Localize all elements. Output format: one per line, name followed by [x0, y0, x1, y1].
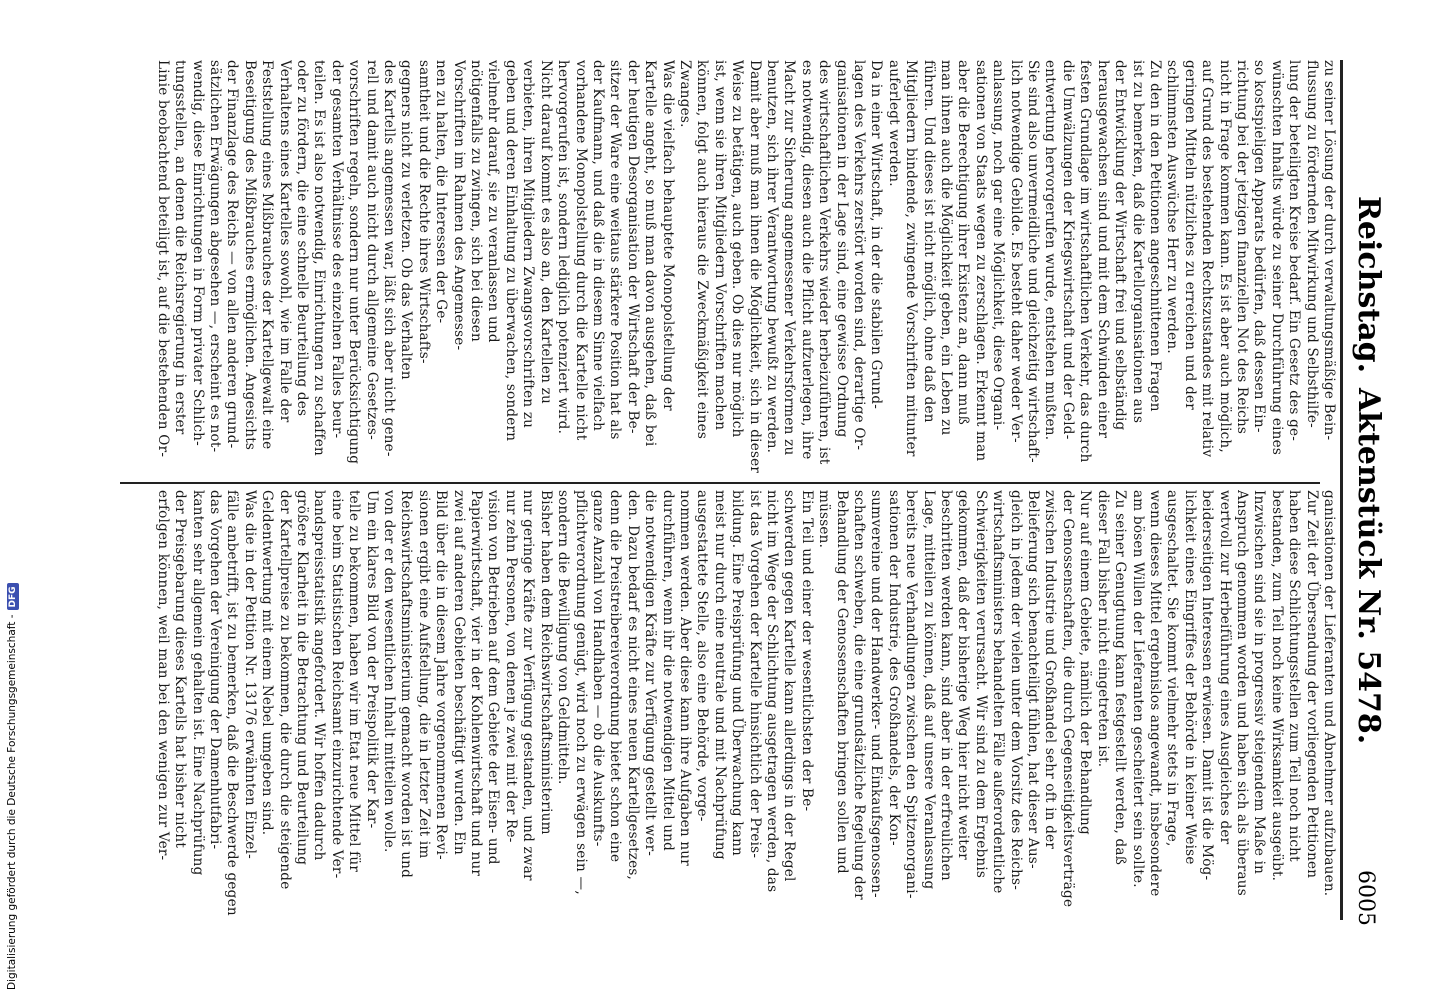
- text-line: Lage, mitteilen zu können, daß auf unsere Veranlassung: [920, 490, 937, 890]
- text-line: vorhandene Monopolstellung durch die Kartelle nicht: [572, 60, 589, 441]
- digitization-credit: [6, 583, 19, 990]
- text-line: vielmehr darauf, sie zu veranlassen und: [485, 60, 502, 343]
- text-line: geringen Mitteln nützliches zu erreichen und der: [1181, 60, 1198, 410]
- text-line: der Kartellpreise zu bekommen, die durch die steigende: [276, 490, 293, 890]
- text-line: der Entwicklung der Wirtschaft frei und selbständig: [1112, 60, 1129, 431]
- text-line: nur zehn Personen, von denen je zwei mit der Re-: [502, 490, 519, 843]
- text-line: Zur Zeit der Übersendung der vorliegenden Petitionen: [1303, 490, 1320, 879]
- dfg-logo: DFG: [7, 583, 19, 610]
- text-line: Nur auf einem Gebiete, nämlich der Behandlung: [1077, 490, 1094, 835]
- text-line: gleich in jedem der vielen unter dem Vorsitz des Reichs-: [1007, 490, 1024, 891]
- text-line: größere Klarheit in die Betrachtung und Beurteilung: [294, 490, 311, 866]
- text-line: Verhaltens eines Kartelles sowohl, wie im Falle der: [276, 60, 293, 423]
- text-line: Behandlung der Genossenschaften bringen sollen und: [833, 490, 850, 874]
- text-line: sionen ergibt eine Aufstellung, die in letzter Zeit im: [415, 490, 432, 859]
- text-line: ist das Vorgehen der Kartelle hinsichtlich der Preis-: [746, 490, 763, 859]
- text-line: Um ein klares Bild von der Preispolitik der Kar-: [363, 490, 380, 829]
- text-line: nötigenfalls zu zwingen, sich bei diesen: [468, 60, 485, 342]
- credit-text: Digitalisierung gefördert durch die Deutsche Forschungsgemeinschaft -: [6, 614, 18, 990]
- text-line: ist, wenn sie ihren Mitgliedern Vorschriften machen: [711, 60, 728, 431]
- text-line: Papierwirtschaft, vier in der Kohlenwirtschaft und nur: [468, 490, 485, 877]
- text-line: gekommen, daß der bisherige Weg hier nicht weiter: [955, 490, 972, 860]
- text-line: Geldentwertung mit einem Nebel umgeben sind.: [259, 490, 276, 836]
- text-line: Beseitigung des Mißbrauches ermöglichen. Angesichts: [241, 60, 258, 451]
- text-line: ausgestattete Stelle, also eine Behörde, vorge-: [694, 490, 711, 822]
- text-line: fälle anbetrifft, ist zu bemerken, daß die Beschwerde gegen: [224, 490, 241, 916]
- text-line: sätzlichen Erwägungen abgesehen —, erscheint es not-: [207, 60, 223, 453]
- text-line: ganisationen in der Lage sind, eine gewisse Ordnung: [833, 60, 850, 438]
- text-line: teilen. Es ist also notwendig, Einrichtungen zu schaffen: [311, 60, 328, 456]
- text-line: bestanden, zum Teil noch keine Wirksamkeit ausgeübt.: [1268, 490, 1285, 882]
- text-line: Anspruch genommen worden und haben sich als überaus: [1233, 490, 1250, 896]
- text-line: schlimmsten Auswüchse Herr zu werden.: [1164, 60, 1181, 354]
- text-line: Bisher haben dem Reichswirtschaftsministerium: [537, 490, 554, 835]
- text-line: sationen von Staats wegen zu zerschlagen. Erkennt man: [972, 60, 989, 462]
- text-line: sondern die Bewilligung von Geldmitteln.: [555, 490, 572, 785]
- text-line: hervorgerufen ist, sondern lediglich potenziert wird.: [555, 60, 572, 435]
- text-line: lich notwendige Gebilde. Es besteht daher weder Ver-: [1007, 60, 1024, 443]
- header-rule: [1340, 60, 1343, 920]
- text-line: rell und damit auch nicht durch allgemeine Gesetzes-: [363, 60, 380, 440]
- text-line: flussung zu fördernden Mitwirkung und Selbsthilfe-: [1303, 60, 1320, 428]
- text-line: Zu den in den Petitionen angeschnittenen Fragen: [1146, 60, 1163, 412]
- text-line: kanten sehr allgemein gehalten ist. Eine Nachprüfung: [189, 490, 206, 876]
- text-line: können, folgt auch hieraus die Zweckmäßigkeit eines: [694, 60, 711, 440]
- column-divider: [120, 482, 1320, 484]
- text-line: von der er den wesentlichen Inhalt mitteilen wolle.: [381, 490, 398, 853]
- text-line: zwischen Industrie und Großhandel sehr oft in der: [1042, 490, 1059, 850]
- text-column-right: [112, 490, 1337, 930]
- text-line: nur geringe Kräfte zur Verfügung gestanden, und zwar: [520, 490, 537, 881]
- text-line: haben diese Schlichtungsstellen zum Teil noch nicht: [1286, 490, 1303, 862]
- text-line: Zwanges.: [676, 60, 693, 128]
- text-line: bildung. Eine Preisprüfung und Überwachung kann: [729, 490, 746, 857]
- text-line: führen. Und dieses ist nicht möglich, ohne daß den: [920, 60, 937, 423]
- text-line: sumvereine und der Handwerker- und Einkaufsgenossen-: [868, 490, 885, 898]
- text-line: Zu seiner Genugtuung kann festgestellt werden, daß: [1112, 490, 1129, 865]
- text-line: richtung bei der jetzigen finanziellen Not des Reichs: [1233, 60, 1250, 435]
- text-line: nen zu halten, die Interessen der Ge-: [433, 60, 450, 324]
- text-line: des wirtschaftlichen Verkehrs wieder herbeizuführen, ist: [816, 60, 833, 465]
- text-line: zu seiner Lösung der durch verwaltungsmäßige Bein-: [1321, 60, 1337, 441]
- text-line: schwerden gegen Kartelle kann allerdings in der Regel: [781, 490, 798, 882]
- text-line: ganisationen der Lieferanten und Abnehmer aufzubauen.: [1321, 490, 1337, 897]
- text-line: vision von Betrieben auf dem Gebiete der Eisen- und: [485, 490, 502, 865]
- text-line: am bösen Willen der Lieferanten gescheitert sein sollte.: [1129, 490, 1146, 888]
- text-line: auf Grund des bestehenden Rechtszustandes mit relativ: [1199, 60, 1216, 458]
- text-line: müssen.: [816, 490, 833, 549]
- text-line: des Kartells angemessen war, läßt sich aber nicht gene-: [381, 60, 398, 457]
- text-line: nicht im Wege der Schlichtung ausgetragen werden, das: [764, 490, 780, 893]
- text-line: Bild über die in diesem Jahre vorgenommenen Revi-: [433, 490, 450, 860]
- text-line: bereits neue Verhandlungen zwischen den Spitzenorgani-: [903, 490, 920, 899]
- text-line: durchführen, wenn ihr die notwendigen Mittel und: [659, 490, 676, 852]
- text-line: beiderseitigen Interessen erwiesen. Damit ist die Mög-: [1199, 490, 1216, 881]
- text-column-left: [112, 60, 1337, 480]
- text-line: vorschriften regeln, sondern nur unter Berücksichtigung: [346, 60, 363, 465]
- text-line: der Finanzlage des Reichs — von allen anderen grund-: [224, 60, 241, 449]
- text-line: der heutigen Desorganisation der Wirtschaft der Be-: [624, 60, 641, 434]
- text-line: Vorschriften im Rahmen des Angemesse-: [450, 60, 467, 351]
- text-line: oder zu fördern, die eine schnelle Beurteilung des: [294, 60, 311, 417]
- text-line: auferlegt werden.: [885, 60, 902, 187]
- text-line: tungsstellen, an denen die Reichsregierung in erster: [172, 60, 189, 435]
- text-line: anlassung, noch gar eine Möglichkeit, diese Organi-: [990, 60, 1007, 431]
- text-line: gegners nicht zu verletzen. Ob das Verhalten: [398, 60, 415, 380]
- text-line: so kostspieligen Apparats bedürfen, daß dessen Ein-: [1251, 60, 1268, 433]
- text-line: Ein Teil und einer der wesentlichsten der Be-: [798, 490, 815, 812]
- text-line: Was die vielfach behauptete Monopolstellung der: [659, 60, 676, 411]
- text-line: telle zu bekommen, haben wir im Etat neue Mittel für: [346, 490, 363, 873]
- text-line: es notwendig, diesen auch die Pflicht aufzuerlegen, ihre: [798, 60, 815, 460]
- text-line: wirtschaftsministers behandelten Fälle außerordentliche: [990, 490, 1007, 894]
- text-line: festen Grundlage im wirtschaftlichen Verkehr, das durch: [1077, 60, 1094, 463]
- text-line: Inzwischen sind sie in progressiv steigendem Maße in: [1251, 490, 1268, 875]
- text-line: samtheit und die Rechte ihres Wirtschafts-: [415, 60, 432, 364]
- header-subtitle: Aktenstück Nr. 5478.: [1351, 388, 1386, 745]
- text-line: lichkeit eines Eingriffes der Behörde in keiner Weise: [1181, 490, 1198, 865]
- text-line: Kartelle angeht, so muß man davon ausgehen, daß bei: [642, 60, 659, 447]
- text-line: geben und deren Einhaltung zu überwachen, sondern: [502, 60, 519, 442]
- text-line: eine beim Statistischen Reichsamt einzurichtende Ver-: [328, 490, 345, 879]
- text-line: das Vorgehen der Vereinigung der Damenhutfabri-: [207, 490, 223, 850]
- text-line: der gesamten Verhältnisse des einzelnen Falles beur-: [328, 60, 345, 439]
- text-line: sationen der Industrie, des Großhandels, der Kon-: [885, 490, 902, 846]
- text-line: Weise zu betätigen, auch geben. Ob dies nur möglich: [729, 60, 746, 438]
- text-line: die notwendigen Kräfte zur Verfügung gestellt wer-: [642, 490, 659, 857]
- text-line: pflichtverordnung genügt, wird noch zu erwägen sein —,: [572, 490, 589, 895]
- text-line: Macht zur Sicherung angemessener Verkehrsformen zu: [781, 60, 798, 456]
- header-title: Reichstag.: [1351, 196, 1386, 374]
- text-line: wertvoll zur Herbeiführung eines Ausgleiches der: [1216, 490, 1233, 845]
- text-line: denn die Preistreibereiverordnung bietet schon eine: [607, 490, 624, 863]
- text-line: der Genossenschaften, die durch Gegenseitigkeitsverträge: [1059, 490, 1076, 908]
- text-line: wendig, diese Einrichtungen in Form privater Schlich-: [189, 60, 206, 446]
- text-line: ist zu bemerken, daß die Kartellorganisationen aus: [1129, 60, 1146, 424]
- text-line: dieser Fall bisher nicht eingetreten ist.: [1094, 490, 1111, 768]
- text-line: Da in einer Wirtschaft, in der die stabilen Grund-: [868, 60, 885, 410]
- text-line: zwei auf anderen Gebieten beschäftigt wurden. Ein: [450, 490, 467, 855]
- text-line: Damit aber muß man ihnen die Möglichkeit, sich in dieser: [746, 60, 763, 474]
- text-line: schaften schweben, die eine grundsätzliche Regelung der: [851, 490, 868, 900]
- text-line: ausgeschaltet. Sie kommt vielmehr stets in Frage,: [1164, 490, 1181, 847]
- text-line: Reichswirtschaftsministerium gemacht worden ist und: [398, 490, 415, 879]
- text-line: lagen des Verkehrs zerstört worden sind, derartige Or-: [851, 60, 868, 451]
- text-line: entwertung hervorgerufen wurde, entstehen mußten.: [1042, 60, 1059, 441]
- text-line: Belieferung sich benachteiligt fühlen, hat dieser Aus-: [1025, 490, 1042, 869]
- text-line: Was die in der Petition Nr. 13176 erwähnten Einzel-: [241, 490, 258, 859]
- text-line: ganze Anzahl von Handhaben — ob die Auskunfts-: [589, 490, 606, 847]
- text-line: verbieten, ihren Mitgliedern Zwangsvorschriften zu: [520, 60, 537, 429]
- text-line: beschritten werden kann, sind aber in der erfreulichen: [938, 490, 955, 881]
- text-line: nommen werden. Aber diese kann ihre Aufgaben nur: [676, 490, 693, 866]
- text-line: Sie sind also unvermeidliche und gleichzeitig wirtschaft-: [1025, 60, 1042, 463]
- text-line: man ihnen auch die Möglichkeit geben, ein Leben zu: [938, 60, 955, 436]
- text-line: bandspreisstatistik angefordert. Wir hoffen dadurch: [311, 490, 328, 861]
- text-line: Schwierigkeiten verursacht. Wir sind zu dem Ergebnis: [972, 490, 989, 879]
- text-line: nicht in Frage kommen kann. Es ist aber auch möglich,: [1216, 60, 1233, 453]
- text-line: wünschten Inhalts würde zu seiner Durchführung eines: [1268, 60, 1285, 456]
- text-line: lung der beteiligten Kreise bedarf. Ein Gesetz des ge-: [1286, 60, 1303, 442]
- text-line: Nicht darauf kommt es also an, den Kartellen zu: [537, 60, 554, 404]
- text-line: den. Dazu bedarf es nicht eines neuen Kartellgesetzes,: [624, 490, 641, 881]
- text-line: erfolgen können, weil man bei den wenigen zur Ver-: [154, 490, 171, 861]
- text-line: der Preisgebarung dieses Kartells hat bisher nicht: [172, 490, 189, 849]
- text-line: aber die Berechtigung ihrer Existenz an, dann muß: [955, 60, 972, 425]
- text-line: meist nur durch eine neutrale und mit Nachprüfung: [711, 490, 728, 860]
- text-line: Feststellung eines Mißbrauches der Kartellgewalt eine: [259, 60, 276, 450]
- text-line: der Kaufmann, und daß die in diesem Sinne vielfach: [589, 60, 606, 432]
- text-line: benutzen, sich ihrer Verantwortung bewußt zu werden.: [764, 60, 780, 454]
- text-line: sitzer der Ware eine weitaus stärkere Position hat als: [607, 60, 624, 440]
- text-line: wenn dieses Mittel ergebnislos angewandt, insbesondere: [1146, 490, 1163, 897]
- text-line: die Umwälzungen der Kriegswirtschaft und der Geld-: [1059, 60, 1076, 440]
- page-number: 6005: [1353, 870, 1378, 926]
- text-line: Mitgliedern bindende, zwingende Vorschriften mitunter: [903, 60, 920, 457]
- text-line: Linie beobachtend beteiligt ist, auf die bestehenden Or-: [154, 60, 171, 458]
- text-line: herausgewachsen sind und mit dem Schwinden einer: [1094, 60, 1111, 439]
